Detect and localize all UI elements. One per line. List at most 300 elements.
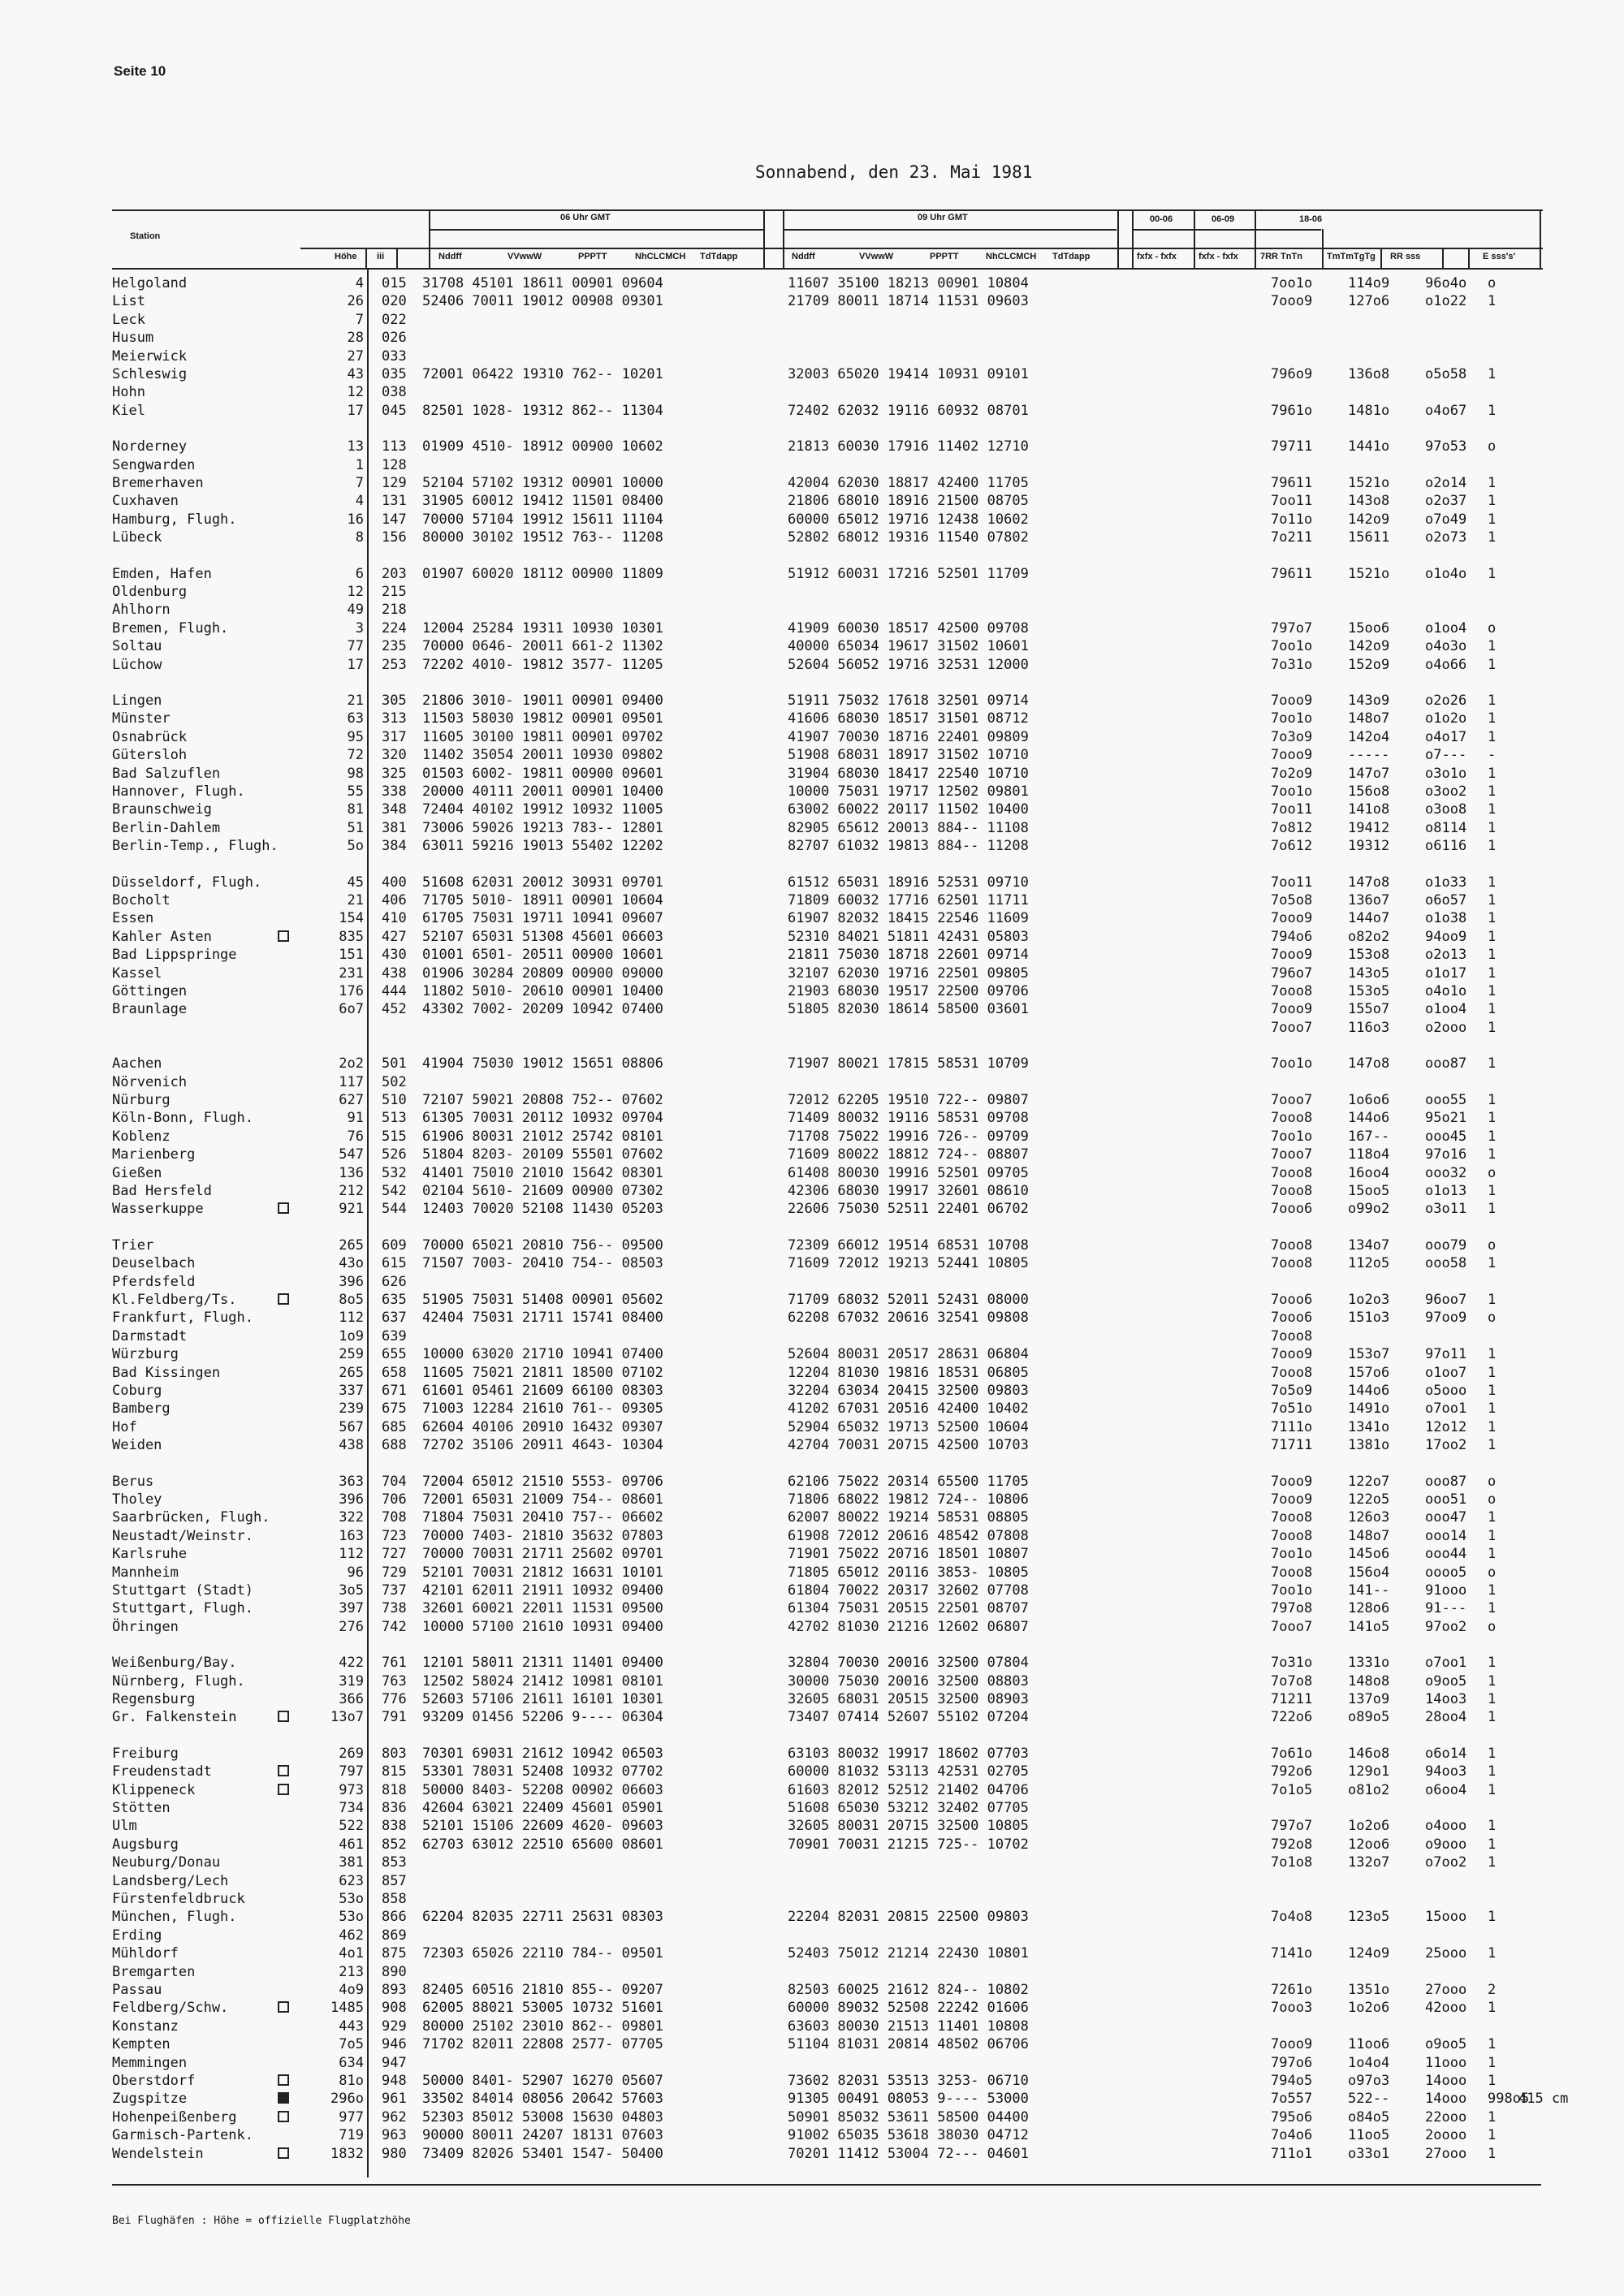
cell-f2: 142o9 xyxy=(1348,638,1390,655)
cell-station: Wendelstein xyxy=(112,2145,204,2162)
table-row xyxy=(0,1999,1624,2017)
cell-iii: 857 xyxy=(382,1872,407,1889)
cell-f3: 22ooo xyxy=(1425,2108,1467,2126)
cell-obs09: 60000 65012 19716 12438 10602 xyxy=(788,511,1029,528)
cell-obs09: 71609 80022 18812 724-- 08807 xyxy=(788,1146,1029,1163)
table-row xyxy=(0,2018,1624,2035)
cell-f3: o4o17 xyxy=(1425,728,1467,745)
cell-f4: 1 xyxy=(1488,1945,1497,1962)
cell-f1: 792o6 xyxy=(1271,1763,1313,1780)
cell-hoehe: 835 xyxy=(339,928,364,945)
cell-f1: 7ooo9 xyxy=(1271,747,1313,764)
cell-station: Essen xyxy=(112,910,154,927)
cell-f2: 124o9 xyxy=(1348,1945,1390,1962)
cell-hoehe: 1o9 xyxy=(339,1327,364,1344)
cell-obs06: 01906 30284 20809 00900 09000 xyxy=(422,965,663,982)
cell-hoehe: 53o xyxy=(339,1891,364,1907)
cell-station: Saarbrücken, Flugh. xyxy=(112,1509,270,1526)
cell-iii: 893 xyxy=(382,1982,407,1998)
cell-iii: 015 xyxy=(382,275,407,291)
cell-f1: 7oo1o xyxy=(1271,783,1313,800)
cell-f3: o1o13 xyxy=(1425,1183,1467,1199)
cell-hoehe: 4o1 xyxy=(339,1945,364,1962)
table-row xyxy=(0,1927,1624,1944)
cell-iii: 609 xyxy=(382,1236,407,1254)
cell-station: Lübeck xyxy=(112,529,162,546)
cell-hoehe: 269 xyxy=(339,1745,364,1762)
cell-obs06: 11503 58030 19812 00901 09501 xyxy=(422,710,663,727)
cell-f2: 15oo6 xyxy=(1348,619,1390,637)
table-row xyxy=(0,1200,1624,1218)
table-row xyxy=(0,1254,1624,1272)
cell-station: Kahler Asten xyxy=(112,928,212,945)
cell-obs06: 12502 58024 21412 10981 08101 xyxy=(422,1672,663,1690)
cell-obs09: 63603 80030 21513 11401 10808 xyxy=(788,2018,1029,2035)
table-row xyxy=(0,819,1624,837)
cell-f3: o4o66 xyxy=(1425,656,1467,673)
cell-obs09: 82905 65612 20013 884-- 11108 xyxy=(788,819,1029,836)
cell-obs09: 61804 70022 20317 32602 07708 xyxy=(788,1582,1029,1599)
table-row xyxy=(0,1345,1624,1363)
cell-obs09: 61907 82032 18415 22546 11609 xyxy=(788,910,1029,927)
table-row xyxy=(0,474,1624,492)
cell-hoehe: 6o7 xyxy=(339,1001,364,1018)
cell-f2: 129o1 xyxy=(1348,1763,1390,1780)
cell-iii: 626 xyxy=(382,1273,407,1290)
cell-f4: 1 xyxy=(1488,1781,1497,1798)
cell-f1: 7ooo9 xyxy=(1271,1001,1313,1018)
cell-obs06: 52406 70011 19012 00908 09301 xyxy=(422,293,663,310)
cell-f1: 7o1o8 xyxy=(1271,1854,1313,1871)
table-row xyxy=(0,1854,1624,1871)
table-row xyxy=(0,1763,1624,1780)
table-row xyxy=(0,1944,1624,1962)
table-row xyxy=(0,1545,1624,1563)
cell-station: Ulm xyxy=(112,1818,137,1835)
table-row xyxy=(0,891,1624,909)
cell-obs09: 51911 75032 17618 32501 09714 xyxy=(788,693,1029,709)
table-row xyxy=(0,619,1624,637)
cell-f1: 71711 xyxy=(1271,1437,1313,1454)
cell-obs09: 71708 75022 19916 726-- 09709 xyxy=(788,1128,1029,1145)
cell-obs09: 61408 80030 19916 52501 09705 xyxy=(788,1164,1029,1181)
cell-obs06: 70000 70031 21711 25602 09701 xyxy=(422,1546,663,1563)
cell-f1: 7o4o8 xyxy=(1271,1909,1313,1926)
cell-iii: 761 xyxy=(382,1655,407,1672)
table-row xyxy=(0,1599,1624,1617)
cell-hoehe: 26 xyxy=(347,293,364,310)
table-row xyxy=(0,583,1624,601)
cell-hoehe: 112 xyxy=(339,1546,364,1563)
square-icon xyxy=(278,2074,289,2086)
cell-f2: 141o8 xyxy=(1348,801,1390,818)
cell-station: Hamburg, Flugh. xyxy=(112,511,237,528)
cell-station: Pferdsfeld xyxy=(112,1273,196,1290)
cell-obs09: 60000 81032 53113 42531 02705 xyxy=(788,1763,1029,1780)
table-row xyxy=(0,511,1624,529)
filled-square-icon xyxy=(278,2092,289,2104)
table-row xyxy=(0,1291,1624,1309)
page-title: Sonnabend, den 23. Mai 1981 xyxy=(755,162,1033,182)
cell-hoehe: 265 xyxy=(339,1364,364,1381)
cell-obs09: 71609 72012 19213 52441 10805 xyxy=(788,1255,1029,1272)
cell-f1: 7oo1o xyxy=(1271,275,1313,291)
cell-hoehe: 921 xyxy=(339,1201,364,1218)
station-column-header: Station xyxy=(130,231,161,241)
cell-f2: 1381o xyxy=(1348,1437,1390,1454)
cell-f2: 153o7 xyxy=(1348,1346,1390,1363)
cell-station: Gr. Falkenstein xyxy=(112,1709,237,1726)
cell-hoehe: 213 xyxy=(339,1963,364,1980)
table-row xyxy=(0,1491,1624,1508)
cell-f4: 1 xyxy=(1488,1019,1497,1036)
cell-station: Koblenz xyxy=(112,1128,171,1145)
period-1806-header: 18-06 xyxy=(1299,214,1323,224)
cell-hoehe: 296o xyxy=(330,2091,364,2108)
cell-f3: 97o53 xyxy=(1425,438,1467,455)
cell-obs09: 31904 68030 18417 22540 10710 xyxy=(788,765,1029,782)
cell-obs09: 32204 63034 20415 32500 09803 xyxy=(788,1383,1029,1399)
cell-obs06: 31905 60012 19412 11501 08400 xyxy=(422,493,663,510)
cell-f1: 7ooo8 xyxy=(1271,1164,1313,1181)
cell-f1: 7ooo3 xyxy=(1271,2000,1313,2017)
cell-f2: o97o3 xyxy=(1348,2073,1390,2089)
table-row xyxy=(0,1055,1624,1072)
cell-f1: 79611 xyxy=(1271,565,1313,582)
cell-hoehe: 5o xyxy=(347,838,364,855)
cell-obs06: 61705 75031 19711 10941 09607 xyxy=(422,910,663,927)
cell-iii: 128 xyxy=(382,456,407,473)
cell-f2: 156o8 xyxy=(1348,783,1390,800)
table-row xyxy=(0,728,1624,746)
cell-f4: 1 xyxy=(1488,1836,1497,1853)
cell-obs06: 62204 82035 22711 25631 08303 xyxy=(422,1909,663,1926)
table-row xyxy=(0,1963,1624,1981)
col-vvwww-06: VVwwW xyxy=(508,252,542,261)
cell-iii: 637 xyxy=(382,1310,407,1327)
cell-f2: 1441o xyxy=(1348,438,1390,455)
cell-iii: 706 xyxy=(382,1491,407,1508)
cell-obs09: 51908 68031 18917 31502 10710 xyxy=(788,747,1029,764)
cell-f1: 79611 xyxy=(1271,475,1313,491)
cell-f1: 7ooo8 xyxy=(1271,1183,1313,1199)
cell-obs06: 11605 30100 19811 00901 09702 xyxy=(422,728,663,745)
cell-iii: 410 xyxy=(382,910,407,927)
cell-f3: o7o49 xyxy=(1425,511,1467,528)
cell-obs06: 93209 01456 52206 9---- 06304 xyxy=(422,1709,663,1726)
cell-f2: 1o6o6 xyxy=(1348,1092,1390,1108)
cell-hoehe: 1 xyxy=(355,456,364,473)
cell-station: Emden, Hafen xyxy=(112,565,212,582)
cell-hoehe: 265 xyxy=(339,1236,364,1254)
col-tdtdapp-06: TdTdapp xyxy=(700,252,738,261)
cell-f1: 795o6 xyxy=(1271,2108,1313,2126)
cell-obs09: 70201 11412 53004 72--- 04601 xyxy=(788,2145,1029,2162)
table-row xyxy=(0,601,1624,619)
cell-f1: 79711 xyxy=(1271,438,1313,455)
cell-f3: ooo55 xyxy=(1425,1092,1467,1108)
cell-f2: 1331o xyxy=(1348,1655,1390,1672)
cell-hoehe: 95 xyxy=(347,728,364,745)
cell-station: Düsseldorf, Flugh. xyxy=(112,874,262,891)
cell-obs09: 42704 70031 20715 42500 10703 xyxy=(788,1437,1029,1454)
table-row xyxy=(0,1164,1624,1182)
cell-iii: 852 xyxy=(382,1836,407,1853)
cell-hoehe: 319 xyxy=(339,1672,364,1690)
cell-f3: 27ooo xyxy=(1425,2145,1467,2162)
cell-f4: o xyxy=(1488,1618,1497,1635)
cell-f4: 1 xyxy=(1488,1364,1497,1381)
table-row xyxy=(0,329,1624,347)
table-row xyxy=(0,492,1624,510)
cell-obs09: 10000 75031 19717 12502 09801 xyxy=(788,783,1029,800)
col-nddff-06: Nddff xyxy=(438,252,462,261)
cell-hoehe: 136 xyxy=(339,1164,364,1181)
cell-hoehe: 77 xyxy=(347,638,364,655)
square-icon xyxy=(278,930,289,942)
square-icon xyxy=(278,2001,289,2013)
cell-hoehe: 176 xyxy=(339,983,364,999)
cell-obs06: 10000 63020 21710 10941 07400 xyxy=(422,1346,663,1363)
cell-obs06: 61906 80031 21012 25742 08101 xyxy=(422,1128,663,1145)
cell-f3: ooo47 xyxy=(1425,1509,1467,1526)
cell-station: Darmstadt xyxy=(112,1327,188,1344)
cell-iii: 427 xyxy=(382,928,407,945)
cell-obs09: 51104 81031 20814 48502 06706 xyxy=(788,2036,1029,2053)
cell-iii: 723 xyxy=(382,1527,407,1544)
cell-f4: 1 xyxy=(1488,511,1497,528)
group-06-header: 06 Uhr GMT xyxy=(560,213,611,222)
cell-f1: 796o9 xyxy=(1271,366,1313,382)
cell-obs09: 61512 65031 18916 52531 09710 xyxy=(788,874,1029,891)
cell-obs06: 33502 84014 08056 20642 57603 xyxy=(422,2091,663,2108)
table-row xyxy=(0,1182,1624,1200)
cell-station: Lingen xyxy=(112,693,162,709)
cell-obs09: 41909 60030 18517 42500 09708 xyxy=(788,619,1029,637)
table-row xyxy=(0,946,1624,964)
cell-obs06: 71804 75031 20410 757-- 06602 xyxy=(422,1509,663,1526)
cell-hoehe: 28 xyxy=(347,330,364,347)
cell-obs09: 72309 66012 19514 68531 10708 xyxy=(788,1236,1029,1254)
cell-obs09: 42004 62030 18817 42400 11705 xyxy=(788,475,1029,491)
cell-f3: ooo58 xyxy=(1425,1255,1467,1272)
cell-hoehe: 396 xyxy=(339,1273,364,1290)
cell-f2: 19412 xyxy=(1348,819,1390,836)
cell-obs06: 52107 65031 51308 45601 06603 xyxy=(422,928,663,945)
cell-f4: 1 xyxy=(1488,1418,1497,1435)
square-icon xyxy=(278,1765,289,1776)
cell-iii: 338 xyxy=(382,783,407,800)
cell-obs09: 32804 70030 20016 32500 07804 xyxy=(788,1655,1029,1672)
cell-f1: 7ooo7 xyxy=(1271,1092,1313,1108)
cell-f1: 7o3o9 xyxy=(1271,728,1313,745)
cell-f2: 122o5 xyxy=(1348,1491,1390,1508)
cell-station: Berlin-Dahlem xyxy=(112,819,221,836)
cell-obs06: 61305 70031 20112 10932 09704 xyxy=(422,1110,663,1127)
cell-f3: 91ooo xyxy=(1425,1582,1467,1599)
cell-f3: ooo32 xyxy=(1425,1164,1467,1181)
square-icon xyxy=(278,1784,289,1795)
cell-obs06: 31708 45101 18611 00901 09604 xyxy=(422,275,663,291)
cell-iii: 727 xyxy=(382,1546,407,1563)
cell-station: Münster xyxy=(112,710,171,727)
cell-iii: 325 xyxy=(382,765,407,782)
cell-station: Bad Salzuflen xyxy=(112,765,221,782)
cell-hoehe: 7 xyxy=(355,311,364,328)
cell-f3: 14ooo xyxy=(1425,2091,1467,2108)
table-row xyxy=(0,1091,1624,1109)
cell-iii: 655 xyxy=(382,1346,407,1363)
cell-obs06: 70000 65021 20810 756-- 09500 xyxy=(422,1236,663,1254)
cell-f4: 1 xyxy=(1488,1400,1497,1418)
cell-obs06: 72404 40102 19912 10932 11005 xyxy=(422,801,663,818)
cell-f2: 1521o xyxy=(1348,565,1390,582)
cell-hoehe: 231 xyxy=(339,965,364,982)
cell-f1: 722o6 xyxy=(1271,1709,1313,1726)
cell-obs06: 01503 6002- 19811 00900 09601 xyxy=(422,765,663,782)
cell-obs09: 32003 65020 19414 10931 09101 xyxy=(788,366,1029,382)
cell-f4: 1 xyxy=(1488,765,1497,782)
cell-f1: 7ooo9 xyxy=(1271,693,1313,709)
table-row xyxy=(0,2108,1624,2126)
cell-f2: 157o6 xyxy=(1348,1364,1390,1381)
cell-f1: 7111o xyxy=(1271,1418,1313,1435)
cell-f2: 128o6 xyxy=(1348,1600,1390,1617)
cell-hoehe: 322 xyxy=(339,1509,364,1526)
cell-f1: 7ooo8 xyxy=(1271,1327,1313,1344)
cell-station: Nürburg xyxy=(112,1092,171,1108)
cell-f3: 96oo7 xyxy=(1425,1292,1467,1308)
cell-obs09: 22606 75030 52511 22401 06702 xyxy=(788,1201,1029,1218)
cell-obs06: 73409 82026 53401 1547- 50400 xyxy=(422,2145,663,2162)
cell-f4: 1 xyxy=(1488,2036,1497,2053)
cell-f1: 7o812 xyxy=(1271,819,1313,836)
cell-extra: 415 cm xyxy=(1518,2091,1569,2108)
cell-f1: 794o5 xyxy=(1271,2073,1313,2089)
cell-f1: 7o5o9 xyxy=(1271,1383,1313,1399)
table-row xyxy=(0,1527,1624,1545)
cell-f3: 27ooo xyxy=(1425,1982,1467,1998)
square-icon xyxy=(278,2111,289,2122)
table-row xyxy=(0,928,1624,946)
cell-hoehe: 4 xyxy=(355,493,364,510)
cell-iii: 542 xyxy=(382,1183,407,1199)
cell-iii: 026 xyxy=(382,330,407,347)
cell-f1: 7oo1o xyxy=(1271,1055,1313,1072)
cell-f4: 1 xyxy=(1488,728,1497,745)
cell-f3: ooo87 xyxy=(1425,1473,1467,1490)
cell-iii: 688 xyxy=(382,1437,407,1454)
table-bottom-rule xyxy=(112,2184,1541,2186)
cell-f1: 7ooo8 xyxy=(1271,983,1313,999)
cell-f4: 1 xyxy=(1488,565,1497,582)
cell-f2: 114o9 xyxy=(1348,275,1390,291)
table-row xyxy=(0,1309,1624,1327)
cell-f4: 1 xyxy=(1488,1201,1497,1218)
cell-f3: o6116 xyxy=(1425,838,1467,855)
cell-f4: 1 xyxy=(1488,1292,1497,1308)
cell-f2: 1481o xyxy=(1348,402,1390,419)
cell-iii: 947 xyxy=(382,2054,407,2071)
cell-f1: 7ooo9 xyxy=(1271,293,1313,310)
cell-iii: 045 xyxy=(382,402,407,419)
cell-station: Bremgarten xyxy=(112,1963,196,1980)
cell-f1: 7ooo9 xyxy=(1271,1346,1313,1363)
col-tmin: TmTmTgTg xyxy=(1327,252,1376,261)
cell-f3: 25ooo xyxy=(1425,1945,1467,1962)
cell-obs09: 71907 80021 17815 58531 10709 xyxy=(788,1055,1029,1072)
cell-f2: 122o7 xyxy=(1348,1473,1390,1490)
cell-obs06: 70000 0646- 20011 661-2 11302 xyxy=(422,638,663,655)
cell-obs06: 02104 5610- 21609 00900 07302 xyxy=(422,1183,663,1199)
cell-station: Stötten xyxy=(112,1800,171,1816)
cell-f2: 134o7 xyxy=(1348,1236,1390,1254)
cell-station: Lüchow xyxy=(112,656,162,673)
square-icon xyxy=(278,1293,289,1305)
cell-obs06: 21806 3010- 19011 00901 09400 xyxy=(422,693,663,709)
cell-f2: 1491o xyxy=(1348,1400,1390,1418)
cell-f4: 1 xyxy=(1488,2073,1497,2089)
cell-f4: o xyxy=(1488,1473,1497,1490)
cell-f1: 7o5o8 xyxy=(1271,892,1313,908)
cell-obs09: 72402 62032 19116 60932 08701 xyxy=(788,402,1029,419)
cell-hoehe: 163 xyxy=(339,1527,364,1544)
cell-obs09: 71709 68032 52011 52431 08000 xyxy=(788,1292,1029,1308)
cell-f1: 7141o xyxy=(1271,1945,1313,1962)
cell-f2: 137o9 xyxy=(1348,1691,1390,1707)
cell-station: Aachen xyxy=(112,1055,162,1072)
footnote: Bei Flughäfen : Höhe = offizielle Flugplatzhöhe xyxy=(112,2215,411,2227)
cell-hoehe: 17 xyxy=(347,402,364,419)
cell-iii: 704 xyxy=(382,1473,407,1490)
cell-f1: 7o2o9 xyxy=(1271,765,1313,782)
cell-iii: 020 xyxy=(382,293,407,310)
cell-f3: oooo5 xyxy=(1425,1564,1467,1581)
cell-f3: 2oooo xyxy=(1425,2127,1467,2144)
cell-f3: 28oo4 xyxy=(1425,1709,1467,1726)
cell-obs06: 11605 75021 21811 18500 07102 xyxy=(422,1364,663,1381)
cell-hoehe: 547 xyxy=(339,1146,364,1163)
table-row xyxy=(0,1781,1624,1799)
cell-f4: 1 xyxy=(1488,838,1497,855)
cell-f4: 1 xyxy=(1488,1582,1497,1599)
cell-iii: 215 xyxy=(382,584,407,600)
cell-iii: 156 xyxy=(382,529,407,546)
cell-f4: 1 xyxy=(1488,1055,1497,1072)
cell-iii: 866 xyxy=(382,1909,407,1926)
cell-obs09: 52604 56052 19716 32531 12000 xyxy=(788,656,1029,673)
table-row xyxy=(0,1146,1624,1163)
cell-station: München, Flugh. xyxy=(112,1909,237,1926)
cell-f1: 7ooo7 xyxy=(1271,1146,1313,1163)
cell-f2: 156o4 xyxy=(1348,1564,1390,1581)
cell-f4: 1 xyxy=(1488,1527,1497,1544)
cell-f4: 998o5 xyxy=(1488,2091,1530,2108)
cell-f3: o1o38 xyxy=(1425,910,1467,927)
cell-hoehe: 7o5 xyxy=(339,2036,364,2053)
cell-f4: o xyxy=(1488,1236,1497,1254)
cell-f3: 97oo2 xyxy=(1425,1618,1467,1635)
cell-f2: 11oo6 xyxy=(1348,2036,1390,2053)
cell-f4: 1 xyxy=(1488,983,1497,999)
cell-hoehe: 72 xyxy=(347,747,364,764)
table-row xyxy=(0,1473,1624,1491)
cell-obs09: 62106 75022 20314 65500 11705 xyxy=(788,1473,1029,1490)
cell-station: Norderney xyxy=(112,438,188,455)
cell-obs06: 52101 15106 22609 4620- 09603 xyxy=(422,1818,663,1835)
cell-f3: o3o1o xyxy=(1425,765,1467,782)
cell-hoehe: 422 xyxy=(339,1655,364,1672)
